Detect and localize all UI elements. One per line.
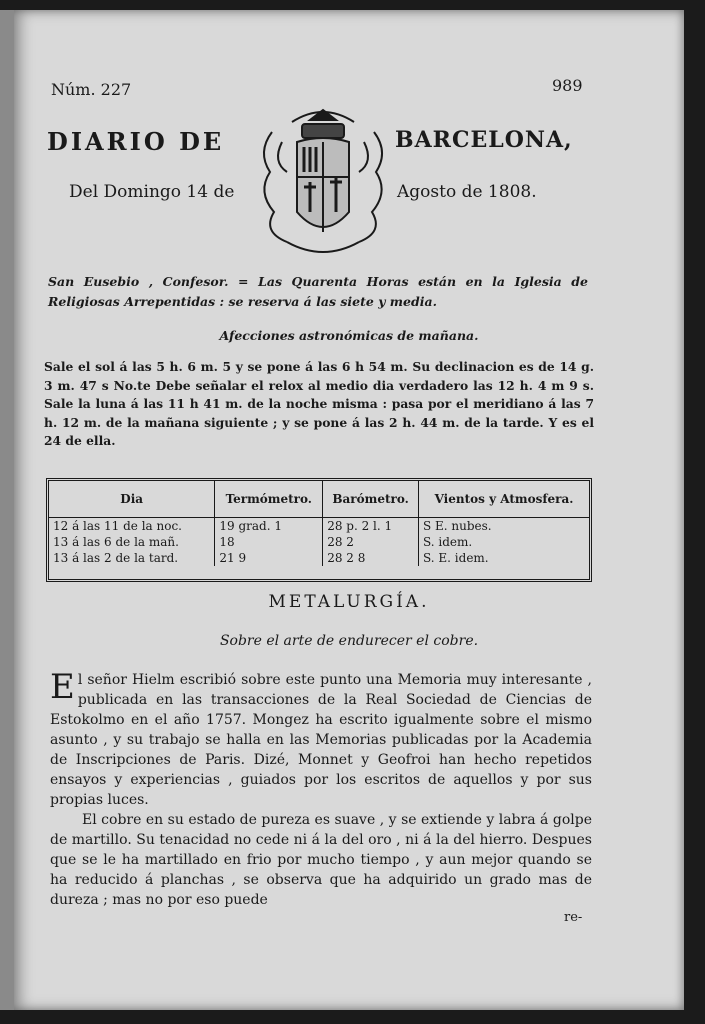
table-header: Barómetro. [323,481,419,518]
newspaper-page [14,10,684,1010]
table-header: Vientos y Atmosfera. [418,481,589,518]
table-cell: 13 á las 6 de la mañ. [53,535,179,549]
table-cell: S E. nubes. [418,518,589,535]
table-cell: 13 á las 2 de la tard. [53,551,179,565]
table-row [49,534,589,550]
table-cell: 28 2 8 [323,550,419,566]
page-number: 989 [552,76,583,95]
table-header: Termómetro. [215,481,323,518]
weather-table [46,478,592,582]
table-cell: S. idem. [418,534,589,550]
table-cell: 18 [215,534,323,550]
article-body [50,667,592,910]
table-row [49,518,589,535]
section-title: METALURGÍA. [268,592,430,612]
article-subtitle: Sobre el arte de endurecer el cobre. [219,633,479,649]
article-paragraph [50,667,592,810]
book-gutter [0,10,14,1010]
drop-cap: E [50,667,75,707]
table-cell: 28 p. 2 l. 1 [323,518,419,535]
issue-date-right: Agosto de 1808. [397,182,537,202]
coat-of-arms-icon [252,102,394,262]
astronomy-paragraph: Sale el sol á las 5 h. 6 m. 5 y se pone á las 6 h 54 m. Su declinacion es de 14 g. 3 m. 47 s No.te Debe señalar el relox al medio dia verdadero las 12 h. 4 m 9 s. Sale la luna á las 11 h 41 m. de la noche misma : pasa por el meridiano á las 7 h. 12 m. de la mañana siguiente ; y se pone á las 2 h. 44 m. de la tarde. Y es el 24 de ella. [44,359,594,448]
astronomy-heading: Afecciones astronómicas de mañana. [219,328,479,343]
table-cell: 12 á las 11 de la noc. [53,519,182,533]
table-row [49,550,589,566]
table-cell: 21 9 [215,550,323,566]
issue-number: Núm. 227 [51,80,132,99]
issue-date-left: Del Domingo 14 de [69,182,235,202]
article-paragraph: El cobre en su estado de pureza es suave , y se extiende y labra á golpe de martillo. Su tenacidad no cede ni á la del oro , ni á la del hierro. Despues que se le ha martillado en frio por mucho tiempo , y aun mejor quando se ha reducido á planchas , se observa que ha adquirido un grado mas de dureza ; mas no por eso puede [50,812,592,908]
table-cell: 19 grad. 1 [215,518,323,535]
table-cell: 28 2 [323,534,419,550]
masthead-title-left: DIARIO DE [47,127,225,156]
religious-notice: San Eusebio , Confesor. = Las Quarenta Horas están en la Iglesia de Religiosas Arrepentidas : se reserva á las siete y media. [48,274,588,309]
paragraph-text: l señor Hielm escribió sobre este punto una Memoria muy interesante , publicada en las transacciones de la Real Sociedad de Ciencias de Estokolmo en el año 1757. Mongez ha escrito igualmente sobre el mismo asunto , y su trabajo se halla en las Memorias publicadas por la Academia de Inscripciones de Paris. Dizé, Monnet y Geofroi han hecho repetidos ensayos y experiencias , guiados por los escritos de aquellos y por sus propias luces. [50,672,592,808]
table-header: Dia [49,481,215,518]
table-cell: S. E. idem. [418,550,589,566]
masthead-title-right: BARCELONA, [395,127,573,153]
catchword: re- [564,910,583,925]
